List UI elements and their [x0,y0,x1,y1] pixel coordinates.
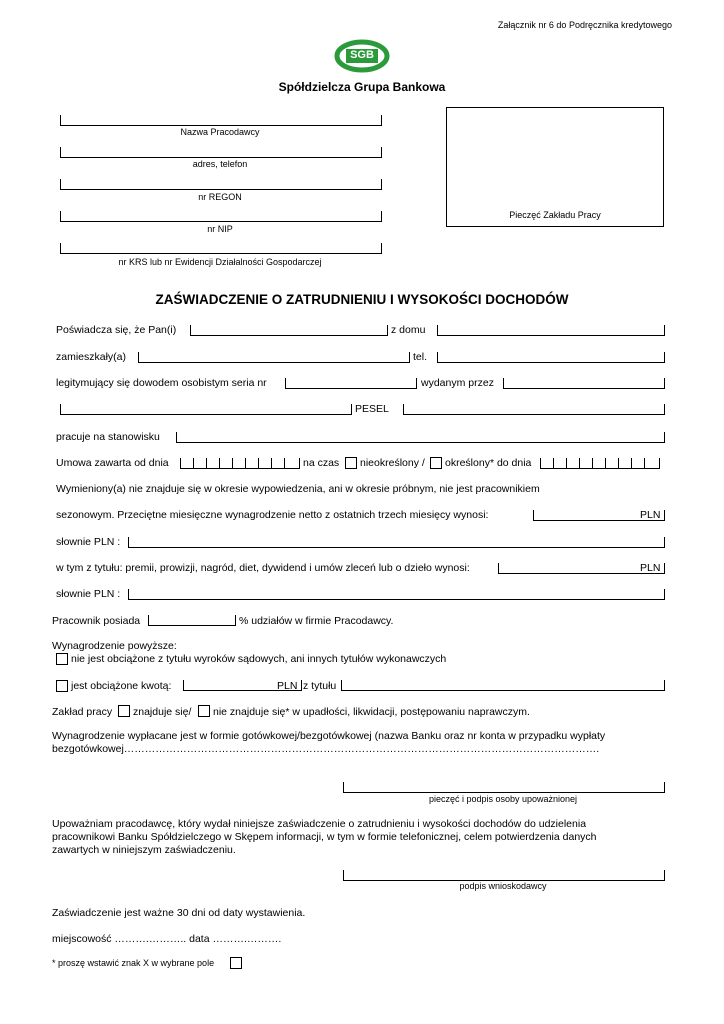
title-of-label: z tytułu [303,680,337,692]
footnote-checkbox-sample [230,957,242,969]
pesel-label: PESEL [355,403,389,415]
certifies-label: Poświadcza się, że Pan(i) [56,324,177,336]
applicant-signature-field[interactable] [343,870,665,881]
auth-line-2: pracownikowi Banku Spółdzielczego w Skępem informacji, w tym w formie telefonicznej, celem potwierdzenia danych [52,831,597,843]
validity-text: Zaświadczenie jest ważne 30 dni od daty wystawienia. [52,907,306,919]
issued-by-field[interactable] [503,378,665,389]
in-words-label-2: słownie PLN : [56,588,121,600]
shares-suffix: % udziałów w firmie Pracodawcy. [239,615,394,627]
regon-label: nr REGON [198,192,242,202]
tel-label: tel. [413,351,428,363]
logo-text: SGB [350,49,374,61]
payment-line-1: Wynagrodzenie wypłacane jest w formie gotówkowej/bezgotówkowej (nazwa Banku oraz nr konta w przypadku wypłaty [52,730,606,742]
stamp-signature-field[interactable] [343,782,665,793]
employer-address-label: adres, telefon [192,159,248,169]
id-number-field[interactable] [285,378,417,389]
full-name-field[interactable] [190,325,388,336]
employer-name-label: Nazwa Pracodawcy [180,127,260,137]
position-field[interactable] [176,432,665,443]
in-words-label: słownie PLN : [56,536,121,548]
applicant-signature-label: podpis wnioskodawcy [459,881,547,891]
id-extra-field[interactable] [60,404,352,415]
shares-prefix: Pracownik posiada [52,615,141,627]
shares-field[interactable] [148,615,236,626]
bonus-words-field[interactable] [128,589,665,600]
residing-label: zamieszkały(a) [56,351,127,363]
employer-name-field[interactable] [60,115,382,126]
address-field[interactable] [138,352,410,363]
encumbered-checkbox[interactable] [56,680,68,692]
bonus-currency: PLN [640,562,661,574]
salary-words-field[interactable] [128,537,665,548]
indefinite-label: nieokreślony / [360,457,425,469]
encumbered-title-field[interactable] [341,680,665,691]
stamp-box [446,107,664,227]
fixed-term-label: na czas [303,457,340,469]
including-text: w tym z tytułu: premii, prowizji, nagród, diet, dywidend i umów zleceń lub o dzieło wynosi: [56,562,470,574]
seasonal-text: sezonowym. Przeciętne miesięczne wynagrodzenie netto z ostatnich trzech miesięcy wynosi: [56,509,489,521]
employer-address-field[interactable] [60,147,382,158]
contract-end-date-field[interactable] [540,458,660,469]
krs-label: nr KRS lub nr Ewidencji Działalności Gospodarczej [118,257,322,267]
regon-field[interactable] [60,179,382,190]
attachment-note: Załącznik nr 6 do Podręcznika kredytowego [497,20,672,30]
contract-start-date-field[interactable] [180,458,300,469]
not-encumbered-checkbox[interactable] [56,653,68,665]
stamp-signature-label: pieczęć i podpis osoby upoważnionej [428,794,578,804]
place-date: miejscowość ……….……….. data ……….………. [52,933,282,945]
issued-by-label: wydanym przez [421,377,494,389]
encumbered-label: jest obciążone kwotą: [71,680,172,692]
is-not-in-checkbox[interactable] [198,705,210,717]
indefinite-checkbox[interactable] [345,457,357,469]
payment-line-2: bezgotówkowej………………………………………………………………………………………………………………………. [52,743,600,755]
notice-text: Wymieniony(a) nie znajduje się w okresie wypowiedzenia, ani w okresie próbnym, nie jest pracownikiem [56,483,540,495]
definite-checkbox[interactable] [430,457,442,469]
krs-field[interactable] [60,243,382,254]
bank-name: Spółdzielcza Grupa Bankowa [278,80,446,94]
is-in-label: znajduje się/ [133,706,192,718]
auth-line-1: Upoważniam pracodawcę, który wydał niniejsze zaświadczenie o zatrudnieniu i wysokości dochodów do udzielenia [52,818,587,830]
auth-line-3: zawartych w niniejszym zaświadczeniu. [52,844,236,856]
phone-field[interactable] [437,352,665,363]
not-encumbered-label: nie jest obciążone z tytułu wyroków sądowych, ani innych tytułów wykonawczych [71,653,447,665]
stamp-label: Pieczęć Zakładu Pracy [509,210,601,220]
workplace-label: Zakład pracy [52,706,113,718]
encumbered-currency: PLN [277,680,298,692]
document-title: ZAŚWIADCZENIE O ZATRUDNIENIU I WYSOKOŚCI DOCHODÓW [155,292,569,307]
net-salary-currency: PLN [640,509,661,521]
is-not-in-label: nie znajduje się* w upadłości, likwidacji, postępowaniu naprawczym. [213,706,530,718]
maiden-name-field[interactable] [437,325,665,336]
contract-from-label: Umowa zawarta od dnia [56,457,169,469]
sgb-logo [334,38,390,74]
nip-label: nr NIP [207,224,233,234]
position-label: pracuje na stanowisku [56,431,160,443]
id-doc-label: legitymujący się dowodem osobistym seria nr [56,377,267,389]
pesel-field[interactable] [403,404,665,415]
footnote: * proszę wstawić znak X w wybrane pole [52,958,215,968]
maiden-label: z domu [391,324,426,336]
definite-label: określony* do dnia [445,457,532,469]
salary-above-label: Wynagrodzenie powyższe: [52,640,177,652]
nip-field[interactable] [60,211,382,222]
is-in-checkbox[interactable] [118,705,130,717]
